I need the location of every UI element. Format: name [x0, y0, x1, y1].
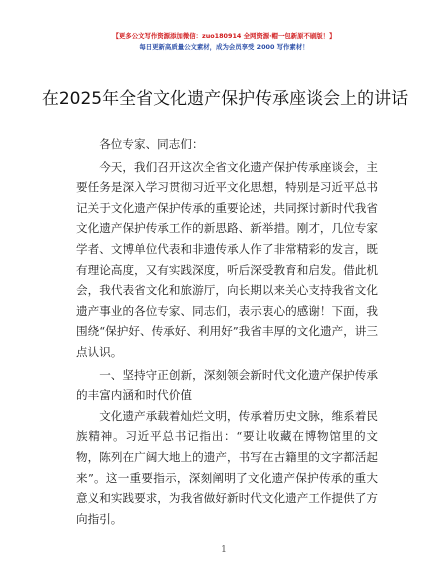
section-paragraph: 文化遗产承载着灿烂文明，传承着历史文脉，维系着民族精神。习近平总书记指出：“要让收藏在博物馆里的文物，陈列在广阔大地上的遗产，书写在古籍里的文字都活起来”。这一重要指示，深刻阐明了文化遗产保护传承的重大意义和实践要求，为我省做好新时代文化遗产工作提供了方向指引。: [76, 408, 378, 526]
document-body: [76, 134, 378, 529]
section-heading: 一、坚持守正创新，深刻领会新时代文化遗产保护传承的丰富内涵和时代价值: [76, 367, 378, 403]
page-number: 1: [221, 545, 227, 555]
intro-paragraph: 今天，我们召开这次全省文化遗产保护传承座谈会，主要任务是深入学习贯彻习近平文化思想，特别是习近平总书记关于文化遗产保护传承的重要论述，共同探讨新时代我省文化遗产保护传承工作的新思路、新举措。刚才，几位专家学者、文博单位代表和非遗传承人作了非常精彩的发言，既有理论高度，又有实践深度，听后深受教育和启发。借此机会，我代表省文化和旅游厅，向长期以来关心支持我省文化遗产事业的各位专家、同志们，表示衷心的感谢！下面，我围绕“保护好、传承好、利用好”我省丰厚的文化遗产，讲三点认识。: [76, 159, 378, 359]
promo-banner-line-1: 【更多公文写作资源添加微信：zuo180914 全网资源·帽一包新原不刷版！】: [112, 32, 336, 40]
document-title: 在2025年全省文化遗产保护传承座谈会上的讲话: [41, 89, 409, 109]
salutation: 各位专家、同志们：: [99, 137, 204, 151]
promo-banner-line-2: 每日更新高质量公文素材，成为会员享受 2000 写作素材！: [139, 43, 309, 51]
